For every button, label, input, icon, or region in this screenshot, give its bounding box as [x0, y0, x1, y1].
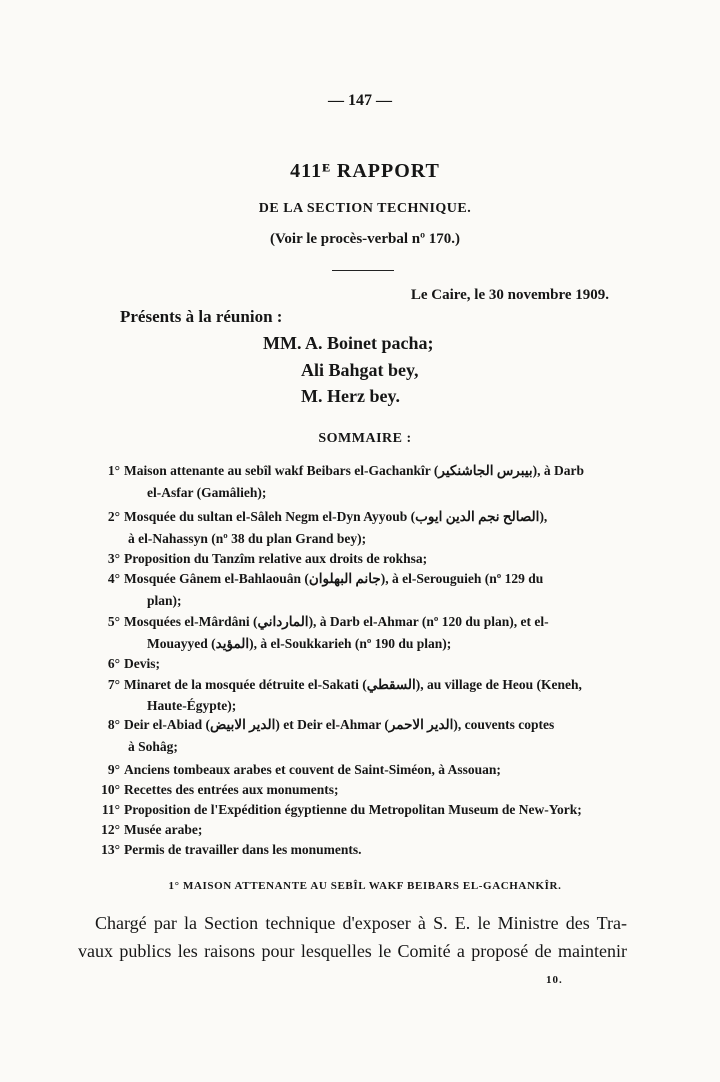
item-number: 8° — [107, 717, 120, 732]
item-line: Mosquées el-Mârdâni (المارداني), à Darb el-Ahmar (nº 120 du plan), et el- — [124, 614, 549, 629]
paragraph-line: Chargé par la Section technique d'exposer à S. E. le Ministre des Tra- — [95, 913, 627, 933]
summary-item-1-cont: el-Asfar (Gamâlieh); — [147, 485, 267, 500]
attendee: Ali Bahgat bey, — [301, 360, 419, 380]
summary-item-11 — [98, 802, 582, 818]
item-line: Musée arabe; — [124, 822, 203, 837]
summary-item-1 — [98, 463, 584, 479]
summary-item-7-cont: Haute-Égypte); — [147, 698, 237, 713]
item-number: 12° — [101, 822, 120, 837]
divider-rule — [332, 270, 394, 271]
summary-item-3 — [98, 551, 427, 567]
presents-label: Présents à la réunion : — [120, 307, 283, 326]
item-line: Mosquée du sultan el-Sâleh Negm el-Dyn Ayyoub (الصالح نجم الدين ايوب), — [124, 509, 548, 524]
summary-item-5-cont: Mouayyed (المؤيد), à el-Soukkarieh (nº 190 du plan); — [147, 636, 452, 651]
meeting-date: Le Caire, le 30 novembre 1909. — [410, 287, 609, 303]
item-line: Proposition de l'Expédition égyptienne du Metropolitan Museum de New-York; — [124, 802, 582, 817]
summary-item-6 — [98, 656, 160, 672]
item-number: 13° — [101, 842, 120, 857]
summary-item-13 — [98, 842, 361, 858]
item-line: Anciens tombeaux arabes et couvent de Saint-Siméon, à Assouan; — [124, 762, 501, 777]
item-number: 1° — [107, 463, 120, 478]
summary-item-8 — [98, 717, 554, 733]
item-number: 4° — [107, 571, 120, 586]
item-number: 10° — [101, 782, 120, 797]
signature-mark: 10. — [546, 974, 563, 986]
item-line: Recettes des entrées aux monuments; — [124, 782, 339, 797]
summary-item-4 — [98, 571, 543, 587]
report-subtitle: DE LA SECTION TECHNIQUE. — [258, 201, 472, 216]
paragraph-line: vaux publics les raisons pour lesquelles le Comité a proposé de maintenir — [78, 941, 627, 961]
attendee: MM. A. Boinet pacha; — [263, 333, 434, 353]
summary-item-2-cont: à el-Nahassyn (nº 38 du plan Grand bey); — [128, 531, 367, 546]
summary-item-9 — [98, 762, 501, 778]
section-heading: 1° MAISON ATTENANTE AU SEBÎL WAKF BEIBARS EL-GACHANKÎR. — [168, 880, 562, 892]
item-line: Devis; — [124, 656, 160, 671]
item-line: Maison attenante au sebîl wakf Beibars el-Gachankîr (بيبرس الجاشنكير), à Darb — [124, 463, 585, 478]
item-number: 6° — [107, 656, 120, 671]
attendee: M. Herz bey. — [301, 386, 400, 406]
report-reference: (Voir le procès-verbal nº 170.) — [269, 231, 461, 247]
summary-item-12 — [98, 822, 202, 838]
summary-item-7 — [98, 677, 582, 693]
item-line: Minaret de la mosquée détruite el-Sakati (السقطي), au village de Heou (Keneh, — [124, 677, 582, 692]
item-number: 11° — [101, 802, 120, 817]
item-number: 3° — [107, 551, 120, 566]
item-line: Mosquée Gânem el-Bahlaouân (جانم البهلوان), à el-Serouguieh (nº 129 du — [124, 571, 544, 586]
item-number: 7° — [107, 677, 120, 692]
report-title: 411ᴱ RAPPORT — [290, 160, 440, 182]
item-line: Proposition du Tanzîm relative aux droits de rokhsa; — [124, 551, 428, 566]
item-number: 5° — [107, 614, 120, 629]
item-number: 9° — [107, 762, 120, 777]
page-number: — 147 — — [328, 92, 392, 109]
summary-item-2 — [98, 509, 547, 525]
item-line: Deir el-Abiad (الدير الابيض) et Deir el-Ahmar (الدير الاحمر), couvents coptes — [124, 717, 555, 732]
summary-heading: SOMMAIRE : — [318, 431, 412, 446]
item-line: Permis de travailler dans les monuments. — [124, 842, 362, 857]
summary-item-10 — [98, 782, 338, 798]
summary-item-4-cont: plan); — [147, 593, 182, 608]
summary-item-5 — [98, 614, 549, 630]
summary-item-8-cont: à Sohâg; — [128, 739, 178, 754]
item-number: 2° — [107, 509, 120, 524]
